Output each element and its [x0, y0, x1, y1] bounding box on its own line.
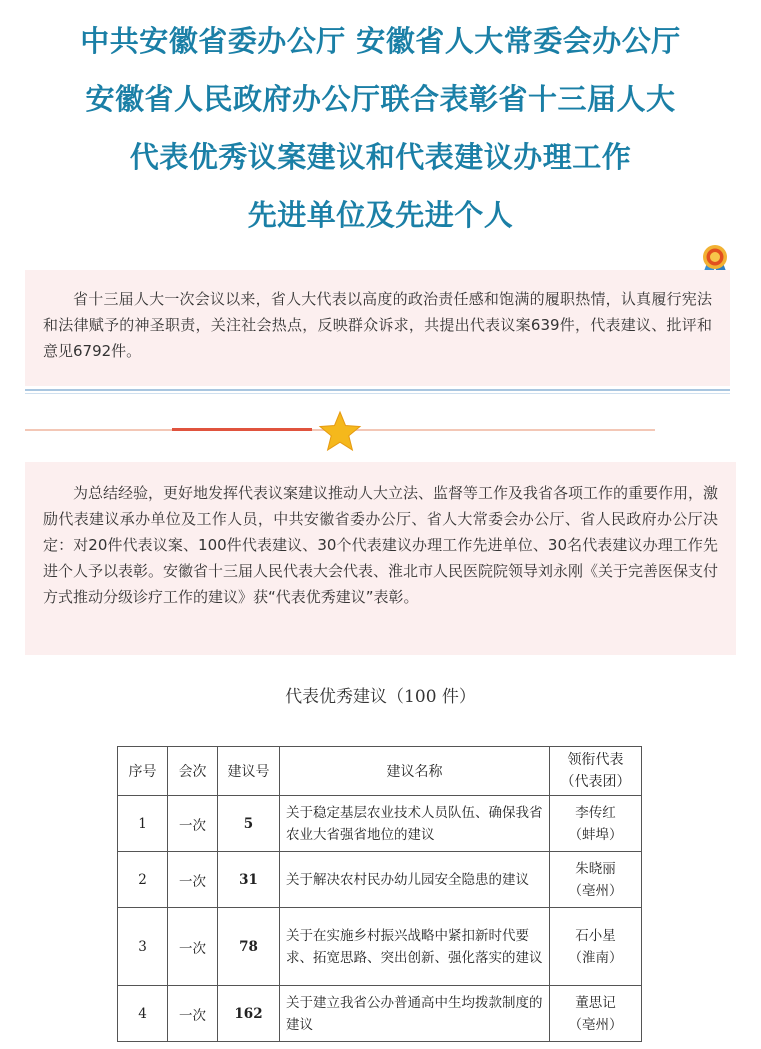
body-card — [25, 462, 736, 655]
header-seq: 序号 — [118, 747, 168, 796]
table-row — [118, 986, 642, 1042]
header-number: 建议号 — [218, 747, 280, 796]
header-name: 建议名称 — [280, 747, 550, 796]
header-rep-line1: 领衔代表 — [567, 752, 624, 768]
cell-seq: 1 — [118, 796, 168, 852]
cell-rep — [550, 852, 642, 908]
rep-name: 朱晓丽 — [575, 860, 616, 877]
cell-rep — [550, 796, 642, 852]
table-row — [118, 796, 642, 852]
body-paragraph: 为总结经验，更好地发挥代表议案建议推动人大立法、监督等工作及我省各项工作的重要作用，激励代表建议承办单位及工作人员，中共安徽省委办公厅、省人大常委会办公厅、省人民政府办公厅决定：对20件代表议案、100件代表建议、30个代表建议办理工作先进单位、30名代表建议办理工作先进个人予以表彰。安徽省十三届人民代表大会代表、淮北市人民医院院领导刘永刚《关于完善医保支付方式推动分级诊疗工作的建议》获“代表优秀建议”表彰。 — [43, 484, 719, 606]
cell-rep — [550, 908, 642, 986]
rep-name: 石小星 — [575, 927, 616, 944]
cell-session: 一次 — [168, 986, 218, 1042]
table-caption: 代表优秀建议（100 件） — [285, 687, 476, 707]
title-line-2: 安徽省人民政府办公厅联合表彰省十三届人大 — [85, 82, 676, 116]
divider-line — [25, 389, 730, 391]
header-rep — [550, 747, 642, 796]
cell-seq: 2 — [118, 852, 168, 908]
table-row — [118, 852, 642, 908]
cell-session: 一次 — [168, 908, 218, 986]
rep-name: 李传红 — [575, 804, 616, 821]
page-title — [0, 12, 761, 244]
divider-line-thin — [25, 393, 730, 394]
cell-session: 一次 — [168, 796, 218, 852]
intro-paragraph: 省十三届人大一次会议以来，省人大代表以高度的政治责任感和饱满的履职热情，认真履行宪法和法律赋予的神圣职责，关注社会热点，反映群众诉求，共提出代表议案639件，代表建议、批评和意见6792件。 — [43, 290, 712, 360]
cell-session: 一次 — [168, 852, 218, 908]
cell-rep — [550, 986, 642, 1042]
cell-number: 78 — [218, 908, 280, 986]
cell-name: 关于解决农村民办幼儿园安全隐患的建议 — [280, 852, 550, 908]
award-table — [117, 746, 642, 1042]
title-line-4: 先进单位及先进个人 — [247, 198, 514, 232]
intro-card — [25, 270, 730, 386]
cell-number: 31 — [218, 852, 280, 908]
table-header-row — [118, 747, 642, 796]
table-row — [118, 908, 642, 986]
rep-delegation: （淮南） — [568, 949, 623, 966]
cell-name: 关于稳定基层农业技术人员队伍、确保我省农业大省强省地位的建议 — [280, 796, 550, 852]
section-divider-accent — [172, 428, 312, 431]
cell-seq: 4 — [118, 986, 168, 1042]
rep-delegation: （蚌埠） — [568, 826, 623, 843]
header-rep-line2: （代表团） — [560, 774, 631, 790]
cell-name: 关于在实施乡村振兴战略中紧扣新时代要求、拓宽思路、突出创新、强化落实的建议 — [280, 908, 550, 986]
star-icon — [318, 410, 362, 452]
cell-seq: 3 — [118, 908, 168, 986]
cell-name: 关于建立我省公办普通高中生均拨款制度的建议 — [280, 986, 550, 1042]
title-line-3: 代表优秀议案建议和代表建议办理工作 — [129, 140, 632, 174]
title-line-1: 中共安徽省委办公厅 安徽省人大常委会办公厅 — [80, 24, 681, 58]
rep-delegation: （亳州） — [568, 882, 623, 899]
cell-number: 162 — [218, 986, 280, 1042]
header-session: 会次 — [168, 747, 218, 796]
cell-number: 5 — [218, 796, 280, 852]
rep-name: 董思记 — [575, 994, 616, 1011]
rep-delegation: （亳州） — [568, 1016, 623, 1033]
